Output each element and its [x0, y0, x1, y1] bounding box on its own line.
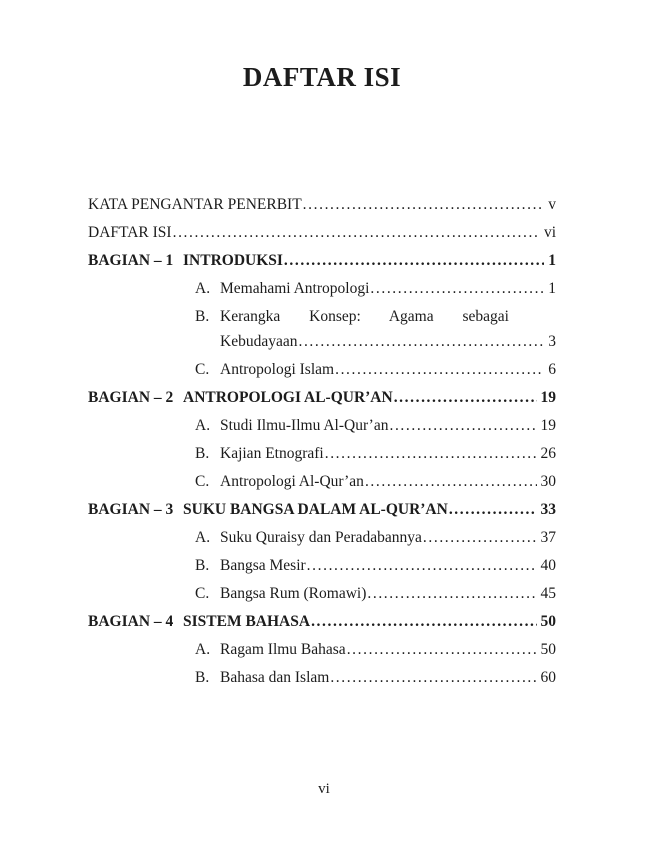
page-footer-number: vi — [318, 781, 330, 797]
dot-leader — [389, 413, 536, 438]
item-text: Antropologi Islam — [220, 361, 335, 378]
page-number: 33 — [540, 501, 556, 518]
item-letter: B. — [195, 669, 210, 686]
page-number: 3 — [548, 333, 556, 350]
item-letter: A. — [195, 417, 211, 434]
toc-subentry-2b — [88, 441, 556, 466]
toc-subentry-1c — [88, 357, 556, 382]
page-number: 6 — [548, 361, 556, 378]
dot-leader — [367, 581, 536, 606]
toc-entry-label: KATA PENGANTAR PENERBIT — [88, 196, 302, 213]
item-letter: A. — [195, 641, 211, 658]
item-letter: A. — [195, 529, 211, 546]
toc-subentry-3b — [88, 553, 556, 578]
item-text: Memahami Antropologi — [220, 280, 370, 297]
page-number: v — [548, 196, 556, 213]
page-number: 19 — [540, 389, 556, 406]
dot-leader — [423, 525, 537, 550]
page-number: 50 — [540, 613, 556, 630]
dot-leader — [303, 192, 545, 217]
chapter-title: ANTROPOLOGI AL-QUR’AN — [183, 389, 393, 406]
dot-leader — [370, 276, 544, 301]
toc-chapter-2 — [88, 385, 556, 410]
page-number: vi — [543, 224, 556, 241]
item-text: Bangsa Rum (Romawi) — [220, 585, 367, 602]
item-text: Antropologi Al-Qur’an — [220, 473, 364, 490]
dot-leader — [311, 609, 536, 634]
toc-subentry-4b — [88, 665, 556, 690]
toc-subentry-3c — [88, 581, 556, 606]
toc-entry-daftar-isi — [88, 220, 556, 245]
item-text: Studi Ilmu-Ilmu Al-Qur’an — [220, 417, 389, 434]
chapter-title: SUKU BANGSA DALAM AL-QUR’AN — [183, 501, 448, 518]
part-label: BAGIAN – 1 — [88, 252, 174, 269]
item-text: Suku Quraisy dan Peradabannya — [220, 529, 422, 546]
toc-content — [88, 58, 556, 693]
page-number: 19 — [540, 417, 556, 434]
dot-leader — [330, 665, 536, 690]
item-letter: B. — [195, 445, 210, 462]
toc-subentry-1b — [88, 304, 556, 354]
dot-leader — [365, 469, 537, 494]
page-number: 1 — [548, 252, 556, 269]
page-number: 26 — [540, 445, 556, 462]
item-text-line2: Kebudayaan — [220, 333, 298, 350]
item-letter: C. — [195, 473, 210, 490]
dot-leader — [173, 220, 540, 245]
chapter-title: INTRODUKSI — [183, 252, 283, 269]
page-number: 45 — [540, 585, 556, 602]
toc-subentry-4a — [88, 637, 556, 662]
page-number: 30 — [540, 473, 556, 490]
item-letter: B. — [195, 308, 210, 325]
toc-subentry-2a — [88, 413, 556, 438]
item-letter: B. — [195, 557, 210, 574]
toc-chapter-1 — [88, 248, 556, 273]
item-letter: C. — [195, 361, 210, 378]
dot-leader — [284, 248, 544, 273]
page-number: 37 — [540, 529, 556, 546]
part-label: BAGIAN – 2 — [88, 389, 174, 406]
item-text: Bahasa dan Islam — [220, 669, 330, 686]
page-number: 40 — [540, 557, 556, 574]
item-wrapped-text — [220, 304, 556, 354]
dot-leader — [449, 497, 537, 522]
item-text-line1: Kerangka Konsep: Agama sebagai — [220, 308, 509, 325]
dot-leader — [394, 385, 537, 410]
dot-leader — [347, 637, 537, 662]
toc-subentry-3a — [88, 525, 556, 550]
toc-entry-label: DAFTAR ISI — [88, 224, 172, 241]
part-label: BAGIAN – 4 — [88, 613, 174, 630]
toc-chapter-4 — [88, 609, 556, 634]
dot-leader — [335, 357, 544, 382]
page-number: 1 — [548, 280, 556, 297]
page-title: DAFTAR ISI — [242, 62, 402, 92]
toc-subentry-2c — [88, 469, 556, 494]
chapter-title: SISTEM BAHASA — [183, 613, 311, 630]
item-text: Bangsa Mesir — [220, 557, 306, 574]
page-number: 50 — [540, 641, 556, 658]
dot-leader — [325, 441, 537, 466]
page-number: 60 — [540, 669, 556, 686]
toc-subentry-1a — [88, 276, 556, 301]
toc-entry-kata-pengantar — [88, 192, 556, 217]
toc-chapter-3 — [88, 497, 556, 522]
dot-leader — [307, 553, 537, 578]
part-label: BAGIAN – 3 — [88, 501, 174, 518]
item-letter: A. — [195, 280, 211, 297]
item-text: Ragam Ilmu Bahasa — [220, 641, 346, 658]
item-text-line2-row — [220, 329, 556, 354]
item-letter: C. — [195, 585, 210, 602]
item-text: Kajian Etnografi — [220, 445, 324, 462]
dot-leader — [298, 329, 544, 354]
